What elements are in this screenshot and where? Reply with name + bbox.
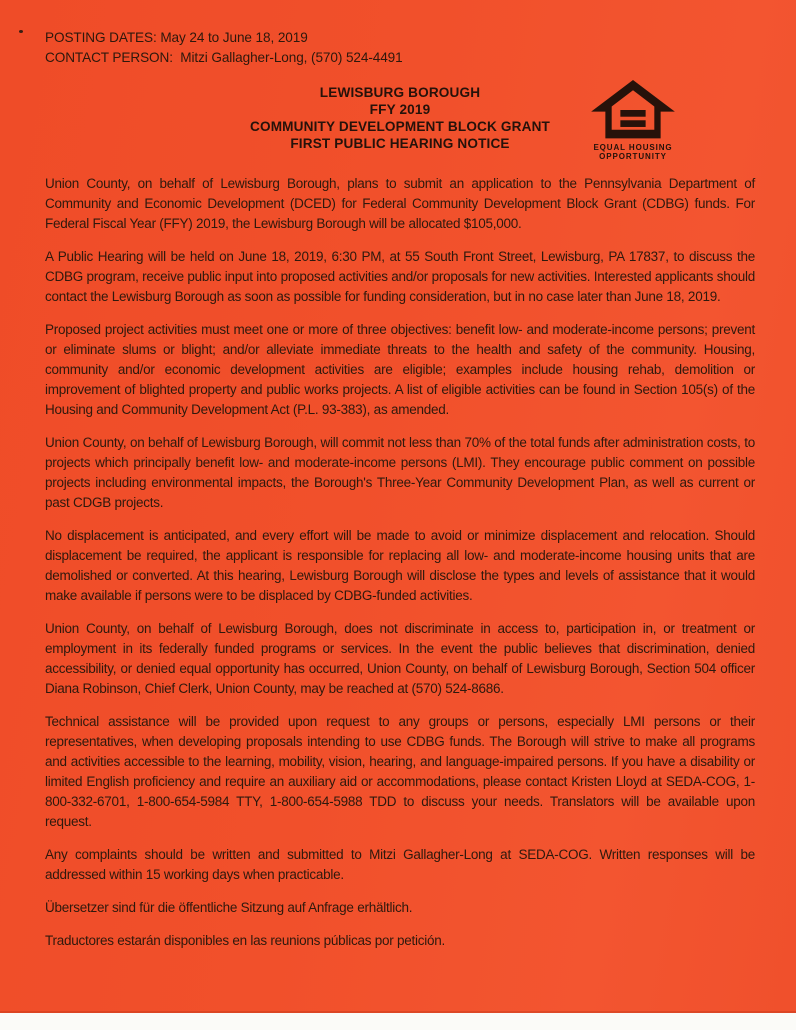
scanner-white-strip — [0, 1013, 796, 1030]
equal-housing-house-icon — [591, 80, 675, 140]
posting-header — [45, 28, 755, 68]
notice-paragraph-nondiscrimination: Union County, on behalf of Lewisburg Borough, does not discriminate in access to, participation in, or treatment or employment in its federally funded programs or services. In the event the public believes that discrimination, denied accessibility, or denied equal opportunity has occurred, Union County, on behalf of Lewisburg Borough, Section 504 officer Diana Robinson, Chief Clerk, Union County, may be reached at (570) 524-8686. — [45, 621, 755, 696]
equal-housing-logo — [585, 80, 681, 161]
notice-paragraph-application: Union County, on behalf of Lewisburg Borough, plans to submit an application to the Pennsylvania Department of Community and Economic Development (DCED) for Federal Community Development Block Grant (CDBG) funds. For Federal Fiscal Year (FFY) 2019, the Lewisburg Borough will be allocated $105,000. — [45, 176, 755, 231]
posting-dates-line: POSTING DATES: May 24 to June 18, 2019 — [45, 30, 308, 45]
notice-body — [45, 174, 755, 951]
title-line-hearing: FIRST PUBLIC HEARING NOTICE — [290, 136, 510, 151]
notice-paragraph-technical-assistance: Technical assistance will be provided upon request to any groups or persons, especially LMI persons or their representatives, when developing proposals intending to use CDBG funds. The Borough will strive to make all programs and activities accessible to the learning, mobility, vision, hearing, and language-impaired persons. If you have a disability or limited English proficiency and require an auxiliary aid or accommodations, please contact Kristen Lloyd at SEDA-COG, 1-800-332-6701, 1-800-654-5984 TTY, 1-800-654-5988 TDD to discuss your needs. Translators will be available upon request. — [45, 714, 755, 829]
logo-caption-line1: EQUAL HOUSING — [593, 143, 673, 152]
contact-person-line: CONTACT PERSON: Mitzi Gallagher-Long, (570) 524-4491 — [45, 50, 403, 65]
title-line-cdbg: COMMUNITY DEVELOPMENT BLOCK GRANT — [250, 119, 550, 134]
notice-paragraph-objectives: Proposed project activities must meet one or more of three objectives: benefit low- and moderate-income persons; prevent or eliminate slums or blight; and/or alleviate immediate threats to the health and safety of the community. Housing, community and/or economic development activities are eligible; examples include housing rehab, demolition or improvement of blighted property and public works projects. A list of eligible activities can be found in Section 105(s) of the Housing and Community Development Act (P.L. 93-383), as amended. — [45, 322, 755, 417]
notice-paragraph-hearing: A Public Hearing will be held on June 18, 2019, 6:30 PM, at 55 South Front Street, Lewisburg, PA 17837, to discuss the CDBG program, receive public input into proposed activities and/or proposals for new activities. Interested applicants should contact the Lewisburg Borough as soon as possible for funding consideration, but in no case later than June 18, 2019. — [45, 249, 755, 304]
scan-speck — [19, 30, 23, 33]
logo-caption-line2: OPPORTUNITY — [599, 152, 667, 161]
notice-paragraph-spanish: Traductores estarán disponibles en las reunions públicas por petición. — [45, 933, 445, 948]
notice-paragraph-german: Übersetzer sind für die öffentliche Sitzung auf Anfrage erhältlich. — [45, 900, 413, 915]
notice-paragraph-displacement: No displacement is anticipated, and every effort will be made to avoid or minimize displacement and relocation. Should displacement be required, the applicant is responsible for replacing all low- and moderate-income housing units that are demolished or converted. At this hearing, Lewisburg Borough will disclose the types and levels of assistance that it would make available if persons were to be displaced by CDBG-funded activities. — [45, 528, 755, 603]
notice-paragraph-lmi-commitment: Union County, on behalf of Lewisburg Borough, will commit not less than 70% of the total funds after administration costs, to projects which principally benefit low- and moderate-income persons (LMI). They encourage public comment on possible projects including environmental impacts, the Borough's Three-Year Community Development Plan, as well as current or past CDGB projects. — [45, 435, 755, 510]
title-line-ffy: FFY 2019 — [369, 102, 431, 117]
title-line-borough: LEWISBURG BOROUGH — [319, 85, 481, 100]
notice-paragraph-complaints: Any complaints should be written and submitted to Mitzi Gallagher-Long at SEDA-COG. Written responses will be addressed within 15 working days when practicable. — [45, 847, 755, 882]
